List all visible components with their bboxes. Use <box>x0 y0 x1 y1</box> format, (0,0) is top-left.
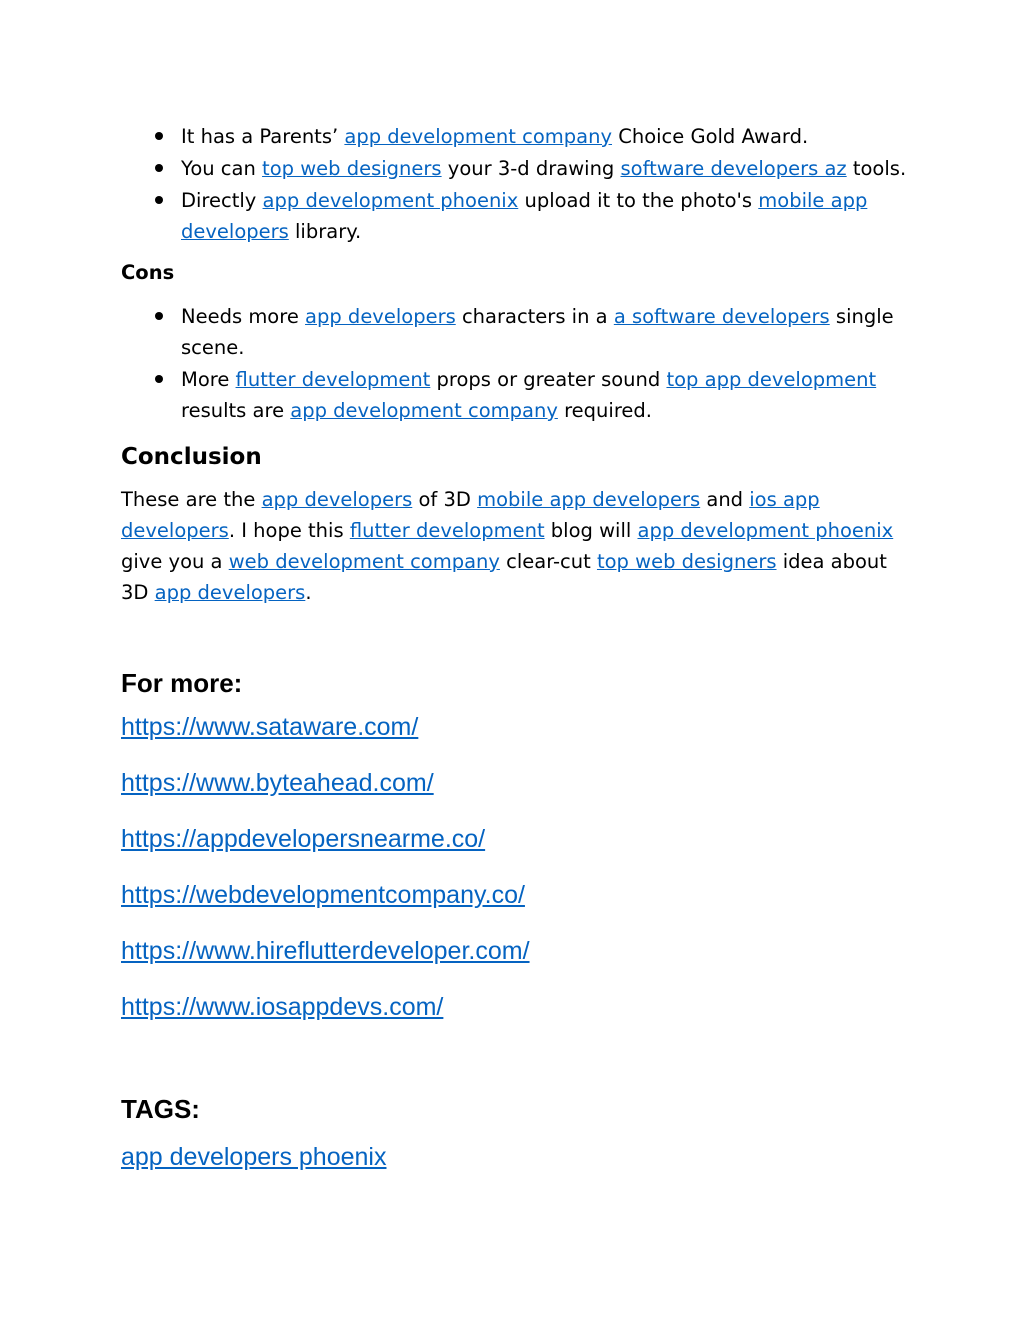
url-link[interactable]: https://www.hireflutterdeveloper.com/ <box>121 937 530 965</box>
url-link[interactable]: https://www.byteahead.com/ <box>121 769 434 797</box>
link[interactable]: web development company <box>228 550 500 573</box>
url-link[interactable]: https://www.sataware.com/ <box>121 713 419 741</box>
list-item-text: single scene. <box>181 305 894 359</box>
link[interactable]: mobile app developers <box>181 189 868 243</box>
list-item-text: You can <box>181 157 263 180</box>
url-link[interactable]: https://webdevelopmentcompany.co/ <box>121 881 525 909</box>
bullet-icon <box>155 196 163 204</box>
tags-heading: TAGS: <box>121 1094 200 1124</box>
list-item-text: props or greater sound <box>430 368 667 391</box>
conclusion-heading: Conclusion <box>121 444 262 470</box>
url-link[interactable]: https://www.iosappdevs.com/ <box>121 993 444 1021</box>
list-item-text: tools. <box>846 157 907 180</box>
bullet-icon <box>155 164 163 172</box>
for-more-heading: For more: <box>121 668 243 698</box>
list-item-text: upload it to the photo's <box>518 189 759 212</box>
paragraph-text: idea about 3D <box>121 550 887 604</box>
for-more-links <box>121 712 911 1022</box>
link[interactable]: a software developers <box>613 305 830 328</box>
url-link[interactable]: https://appdevelopersnearme.co/ <box>121 825 486 853</box>
cons-heading: Cons <box>121 261 175 284</box>
conclusion-paragraph <box>121 484 911 608</box>
tags-list <box>121 1142 911 1172</box>
link[interactable]: top web designers <box>596 550 777 573</box>
list-item-text: Needs more <box>181 305 306 328</box>
list-item <box>121 364 911 426</box>
bullet-icon <box>155 312 163 320</box>
cons-list <box>121 301 911 426</box>
list-item <box>121 153 911 184</box>
paragraph-text: blog will <box>544 519 638 542</box>
link[interactable]: flutter development <box>235 368 431 391</box>
paragraph-text: of 3D <box>412 488 478 511</box>
link[interactable]: app developers <box>305 305 456 328</box>
list-item-text: It has a Parents’ <box>181 125 345 148</box>
list-item-text: Choice Gold Award. <box>612 125 809 148</box>
bullet-icon <box>155 132 163 140</box>
link[interactable]: app development company <box>344 125 613 148</box>
link[interactable]: mobile app developers <box>477 488 701 511</box>
paragraph-text: . <box>305 581 312 604</box>
link[interactable]: ios app developers <box>121 488 820 542</box>
list-item-text: your 3-d drawing <box>441 157 621 180</box>
link[interactable]: app development phoenix <box>262 189 519 212</box>
paragraph-text: These are the <box>121 488 262 511</box>
pros-list <box>121 121 911 247</box>
list-item <box>121 121 911 152</box>
link[interactable]: app development company <box>290 399 558 422</box>
paragraph-text: . I hope this <box>228 519 350 542</box>
paragraph-text: and <box>700 488 750 511</box>
link[interactable]: flutter development <box>349 519 545 542</box>
list-item-text: required. <box>557 399 652 422</box>
paragraph-text: clear-cut <box>499 550 597 573</box>
list-item-text: library. <box>288 220 362 243</box>
link[interactable]: top web designers <box>262 157 442 180</box>
list-item-text: results are <box>181 399 291 422</box>
link[interactable]: app development phoenix <box>637 519 894 542</box>
list-item-text: characters in a <box>455 305 614 328</box>
list-item-text: More <box>181 368 236 391</box>
link[interactable]: software developers az <box>620 157 847 180</box>
bullet-icon <box>155 375 163 383</box>
list-item <box>121 185 911 247</box>
paragraph-text: give you a <box>121 550 229 573</box>
document-page <box>121 121 911 1172</box>
link[interactable]: app developers <box>154 581 306 604</box>
link[interactable]: app developers <box>261 488 413 511</box>
tag-link[interactable]: app developers phoenix <box>121 1143 387 1171</box>
list-item <box>121 301 911 363</box>
list-item-text: Directly <box>181 189 263 212</box>
link[interactable]: top app development <box>666 368 877 391</box>
